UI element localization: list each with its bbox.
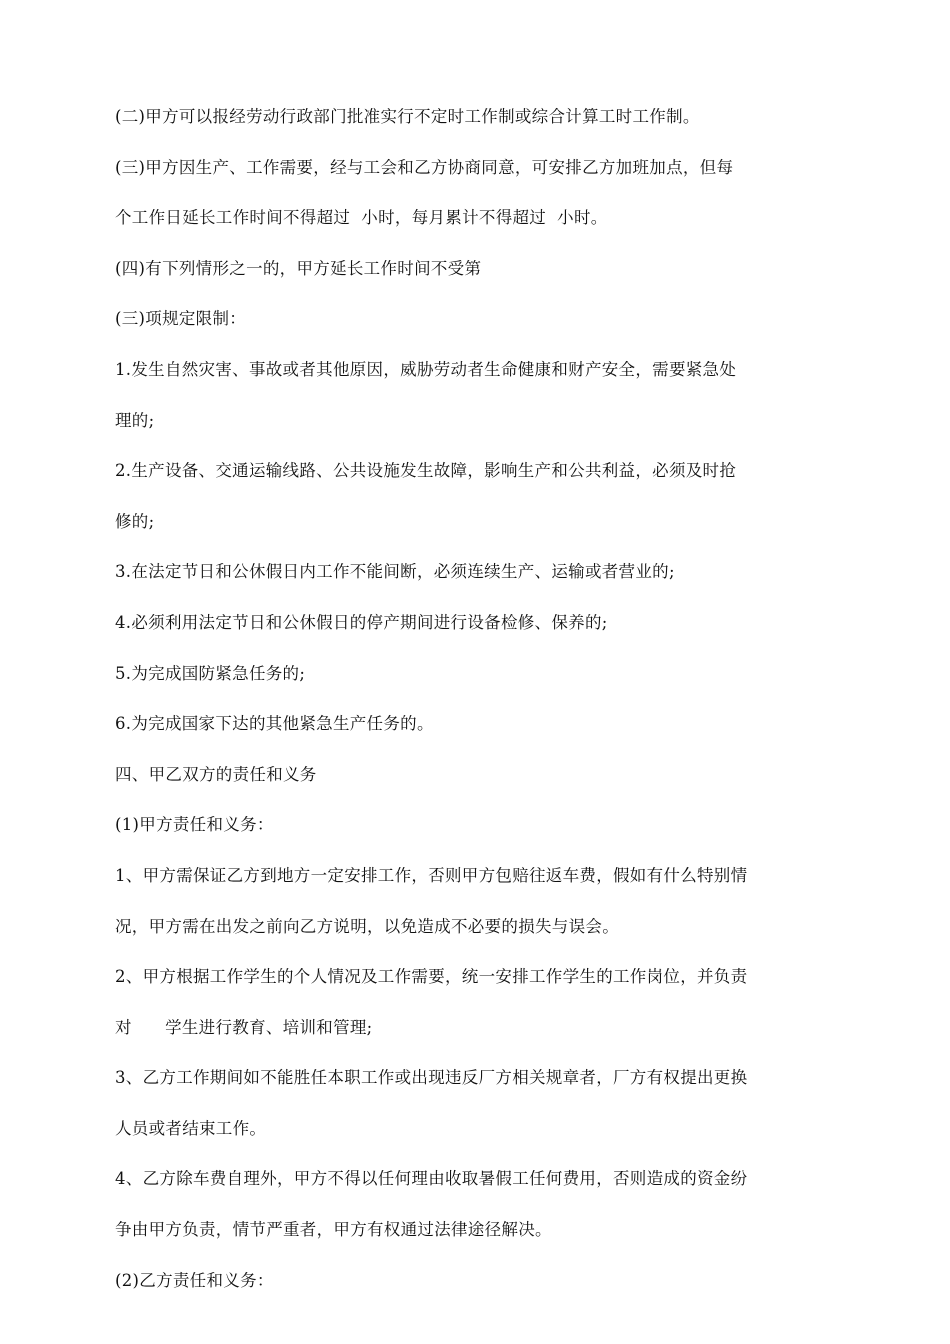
- text-line: 况，甲方需在出发之前向乙方说明，以免造成不必要的损失与误会。: [115, 916, 619, 936]
- text-line: 1.发生自然灾害、事故或者其他原因，威胁劳动者生命健康和财产安全，需要紧急处: [115, 359, 737, 379]
- text-line: 争由甲方负责，情节严重者，甲方有权通过法律途径解决。: [115, 1220, 552, 1240]
- subsection-heading: (2)乙方责任和义务：: [115, 1270, 274, 1290]
- text-line: 3.在法定节日和公休假日内工作不能间断，必须连续生产、运输或者营业的;: [115, 562, 675, 582]
- subsection-heading: (1)甲方责任和义务：: [115, 815, 274, 835]
- text-line: 人员或者结束工作。: [115, 1118, 267, 1138]
- text-line: 1、甲方需保证乙方到地方一定安排工作，否则甲方包赔往返车费，假如有什么特别情: [115, 865, 748, 885]
- text-line: 4.必须利用法定节日和公休假日的停产期间进行设备检修、保养的;: [115, 612, 608, 632]
- text-line: (三)项规定限制：: [115, 309, 247, 329]
- text-line: 3、乙方工作期间如不能胜任本职工作或出现违反厂方相关规章者，厂方有权提出更换: [115, 1068, 748, 1088]
- text-line: 4、乙方除车费自理外，甲方不得以任何理由收取暑假工任何费用，否则造成的资金纷: [115, 1169, 748, 1189]
- text-line: 修的;: [115, 511, 155, 531]
- text-line: 5.为完成国防紧急任务的;: [115, 663, 306, 683]
- text-line: 2、甲方根据工作学生的个人情况及工作需要，统一安排工作学生的工作岗位，并负责: [115, 967, 748, 987]
- text-line: 对 学生进行教育、培训和管理;: [115, 1017, 373, 1037]
- text-line: (三)甲方因生产、工作需要，经与工会和乙方协商同意，可安排乙方加班加点，但每: [115, 157, 734, 177]
- text-line: 6.为完成国家下达的其他紧急生产任务的。: [115, 714, 434, 734]
- text-line: 2.生产设备、交通运输线路、公共设施发生故障，影响生产和公共利益，必须及时抢: [115, 461, 737, 481]
- text-line: (四)有下列情形之一的，甲方延长工作时间不受第: [115, 258, 482, 278]
- text-line: 个工作日延长工作时间不得超过 小时，每月累计不得超过 小时。: [115, 208, 608, 228]
- text-line: (二)甲方可以报经劳动行政部门批准实行不定时工作制或综合计算工时工作制。: [115, 107, 700, 126]
- text-line: 理的;: [115, 410, 155, 430]
- section-heading: 四、甲乙双方的责任和义务: [115, 764, 317, 784]
- document-body: [115, 92, 840, 1306]
